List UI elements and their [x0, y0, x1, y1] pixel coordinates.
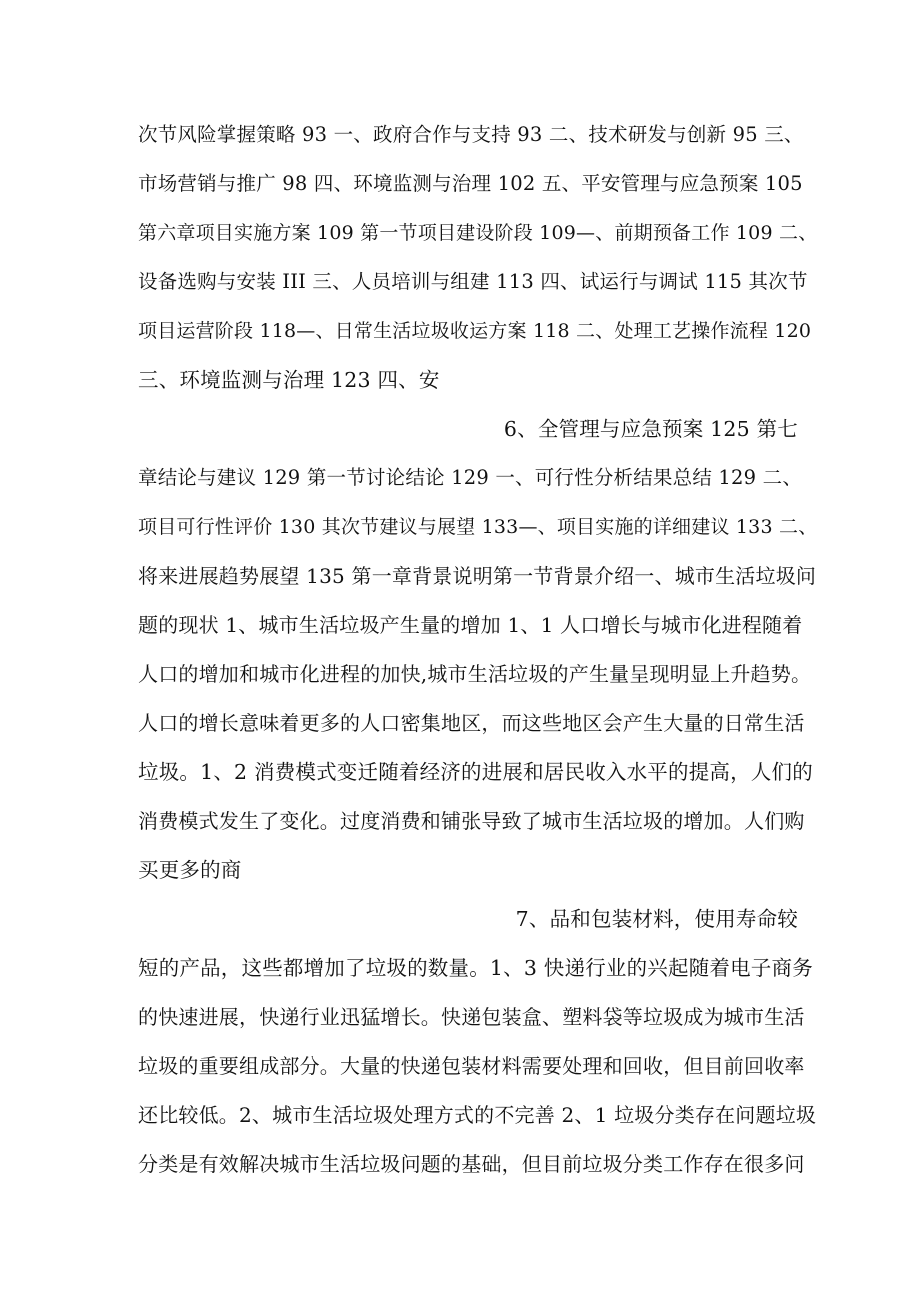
text-line: 垃圾。1、2 消费模式变迁随着经济的进展和居民收入水平的提高，人们的 [138, 760, 813, 784]
text-line: 买更多的商 [138, 858, 242, 882]
text-line: 项目可行性评价 130 其次节建议与展望 133—、项目实施的详细建议 133 二、 [138, 516, 818, 538]
text-line: 章结论与建议 129 第一节讨论结论 129 一、可行性分析结果总结 129 二、 [138, 466, 803, 489]
text-line: 垃圾的重要组成部分。大量的快递包装材料需要处理和回收，但目前回收率 [138, 1054, 805, 1078]
text-line: 设备选购与安装 III 三、人员培训与组建 113 四、试运行与调试 115 其次节 [138, 270, 808, 293]
text-line: 人口的增加和城市化进程的加快,城市生活垃圾的产生量呈现明显上升趋势。 [138, 662, 812, 686]
text-line: 第六章项目实施方案 109 第一节项目建设阶段 109—、前期预备工作 109 二、 [138, 222, 818, 244]
text-line: 市场营销与推广 98 四、环境监测与治理 102 五、平安管理与应急预案 105 [138, 172, 803, 195]
text-line: 三、环境监测与治理 123 四、安 [138, 368, 440, 392]
text-line: 消费模式发生了变化。过度消费和铺张导致了城市生活垃圾的增加。人们购 [138, 809, 805, 833]
text-line: 还比较低。2、城市生活垃圾处理方式的不完善 2、1 垃圾分类存在问题垃圾 [138, 1103, 817, 1127]
text-line: 次节风险掌握策略 93 一、政府合作与支持 93 二、技术研发与创新 95 三、 [138, 123, 804, 146]
text-line: 项目运营阶段 118—、日常生活垃圾收运方案 118 二、处理工艺操作流程 120 [138, 320, 812, 342]
text-line: 将来进展趋势展望 135 第一章背景说明第一节背景介绍一、城市生活垃圾问 [138, 564, 817, 588]
text-line: 短的产品，这些都增加了垃圾的数量。1、3 快递行业的兴起随着电子商务 [138, 956, 813, 980]
text-line: 的快速进展，快递行业迅猛增长。快递包装盒、塑料袋等垃圾成为城市生活 [138, 1005, 805, 1029]
text-line: 分类是有效解决城市生活垃圾问题的基础，但目前垃圾分类工作存在很多问 [138, 1152, 805, 1176]
text-line: 题的现状 1、城市生活垃圾产生量的增加 1、1 人口增长与城市化进程随着 [138, 613, 803, 637]
text-line: 6、全管理与应急预案 125 第七 [503, 417, 798, 441]
text-line: 人口的增长意味着更多的人口密集地区，而这些地区会产生大量的日常生活 [138, 711, 805, 735]
text-line: 7、品和包装材料，使用寿命较 [515, 907, 798, 931]
